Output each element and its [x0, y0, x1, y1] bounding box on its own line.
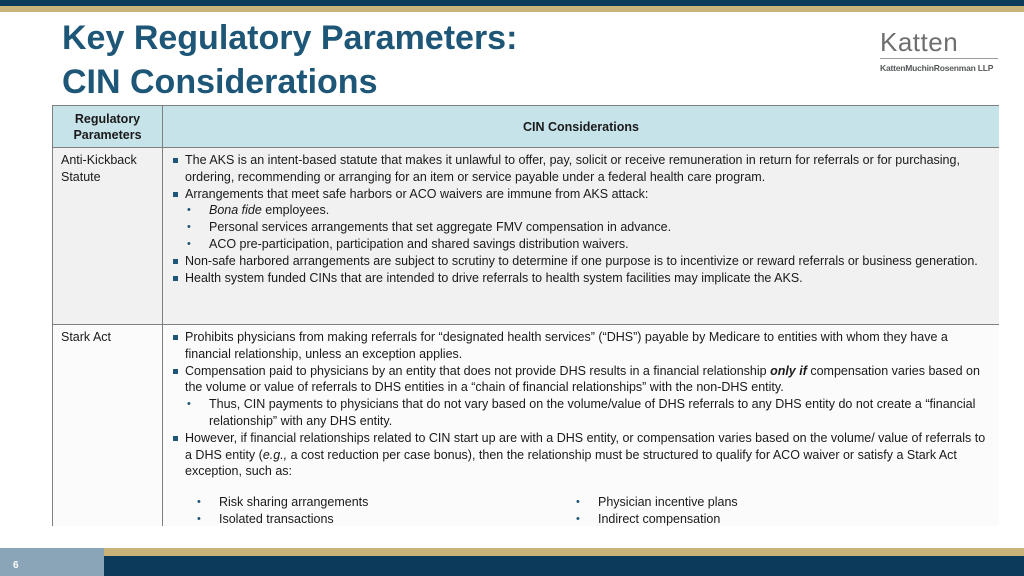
page-title	[62, 16, 842, 104]
aks-bullet-3: Non-safe harbored arrangements are subject to scrutiny to determine if one purpose is to incentivize or reward referrals or business generation.	[185, 253, 991, 270]
example-physician-incentive: • Physician incentive plans	[598, 494, 978, 511]
aks-sub-2: • Personal services arrangements that set aggregate FMV compensation in advance.	[209, 219, 991, 236]
aks-sub-1	[209, 202, 991, 219]
aks-bullet-2-text: Arrangements that meet safe harbors or ACO waivers are immune from AKS attack:	[185, 186, 649, 201]
exception-column-right	[598, 494, 978, 528]
bottom-accent-bar	[0, 556, 1024, 576]
stark-sub-1: • Thus, CIN payments to physicians that do not vary based on the volume/value of DHS referrals to any DHS entity do not create a “financial relationship” with any DHS entity.	[209, 396, 991, 430]
aks-sub-list	[185, 202, 991, 252]
top-gold-bar	[0, 6, 1024, 12]
stark-bullet-2-pre: Compensation paid to physicians by an entity that does not provide DHS results in a financial relationship	[185, 363, 771, 378]
aks-bullet-list	[163, 148, 999, 286]
aks-sub-1-em: Bona fide	[209, 203, 262, 218]
logo-divider	[880, 58, 998, 59]
stark-bullet-list	[163, 325, 999, 480]
aks-bullet-2	[185, 186, 991, 253]
stark-bullet-3-em: e.g.,	[262, 447, 288, 462]
aks-bullet-1: The AKS is an intent-based statute that makes it unlawful to offer, pay, solicit or receive remuneration in return for referrals or for purchasing, ordering, recommending or arranging for an item or service payable under a federal health care program.	[185, 152, 991, 186]
stark-bullet-2	[185, 363, 991, 430]
example-isolated-transactions: • Isolated transactions	[219, 511, 599, 528]
stark-bullet-2-post: compensation varies based on the volume or value of referrals to DHS entities in a “chain of financial relationships” with the non-DHS entity.	[185, 363, 980, 395]
stark-bullet-3-post: a cost reduction per case bonus), then the relationship must be structured to qualify for ACO waiver or satisfy a Stark Act exception, such as:	[185, 447, 957, 479]
param-anti-kickback	[53, 148, 163, 325]
header-regulatory-parameters	[53, 106, 163, 148]
header-left-line-2: Parameters	[73, 128, 142, 142]
header-left-line-1: Regulatory	[74, 112, 141, 126]
title-line-1: Key Regulatory Parameters:	[62, 19, 518, 57]
param-line-2: Statute	[61, 169, 101, 184]
header-cin-considerations: CIN Considerations	[163, 106, 999, 148]
aks-sub-1-text: employees.	[261, 203, 330, 218]
cin-aks-cell	[163, 148, 999, 325]
page-number: 6	[13, 560, 19, 571]
katten-logo	[880, 28, 1000, 74]
example-indirect-compensation: • Indirect compensation	[598, 511, 978, 528]
exception-column-left	[219, 494, 599, 528]
stark-sub-list	[185, 396, 991, 430]
stark-bullet-2-em: only if	[770, 363, 807, 378]
stark-bullet-3-pre: However, if financial relationships related to CIN start up are with a DHS entity, or compensation varies based on the volume/ value of referrals to a DHS entity (	[185, 430, 986, 462]
example-risk-sharing: • Risk sharing arrangements	[219, 494, 599, 511]
bottom-gold-bar	[0, 548, 1024, 556]
param-stark-act: Stark Act	[53, 325, 163, 526]
logo-wordmark: Katten	[880, 27, 959, 57]
stark-bullet-1: Prohibits physicians from making referrals for “designated health services” (“DHS”) payable by Medicare to entities with whom they have a financial relationship, unless an exception applies.	[185, 329, 991, 363]
title-line-2: CIN Considerations	[62, 63, 378, 101]
regulatory-table	[52, 105, 999, 526]
logo-firm-name: KattenMuchinRosenman LLP	[880, 63, 994, 73]
cin-stark-cell	[163, 325, 999, 526]
stark-bullet-3	[185, 430, 991, 480]
aks-sub-3: • ACO pre-participation, participation and shared savings distribution waivers.	[209, 236, 991, 253]
param-line-1: Anti-Kickback	[61, 153, 137, 167]
aks-bullet-4: Health system funded CINs that are intended to drive referrals to health system facilities may implicate the AKS.	[185, 270, 991, 287]
